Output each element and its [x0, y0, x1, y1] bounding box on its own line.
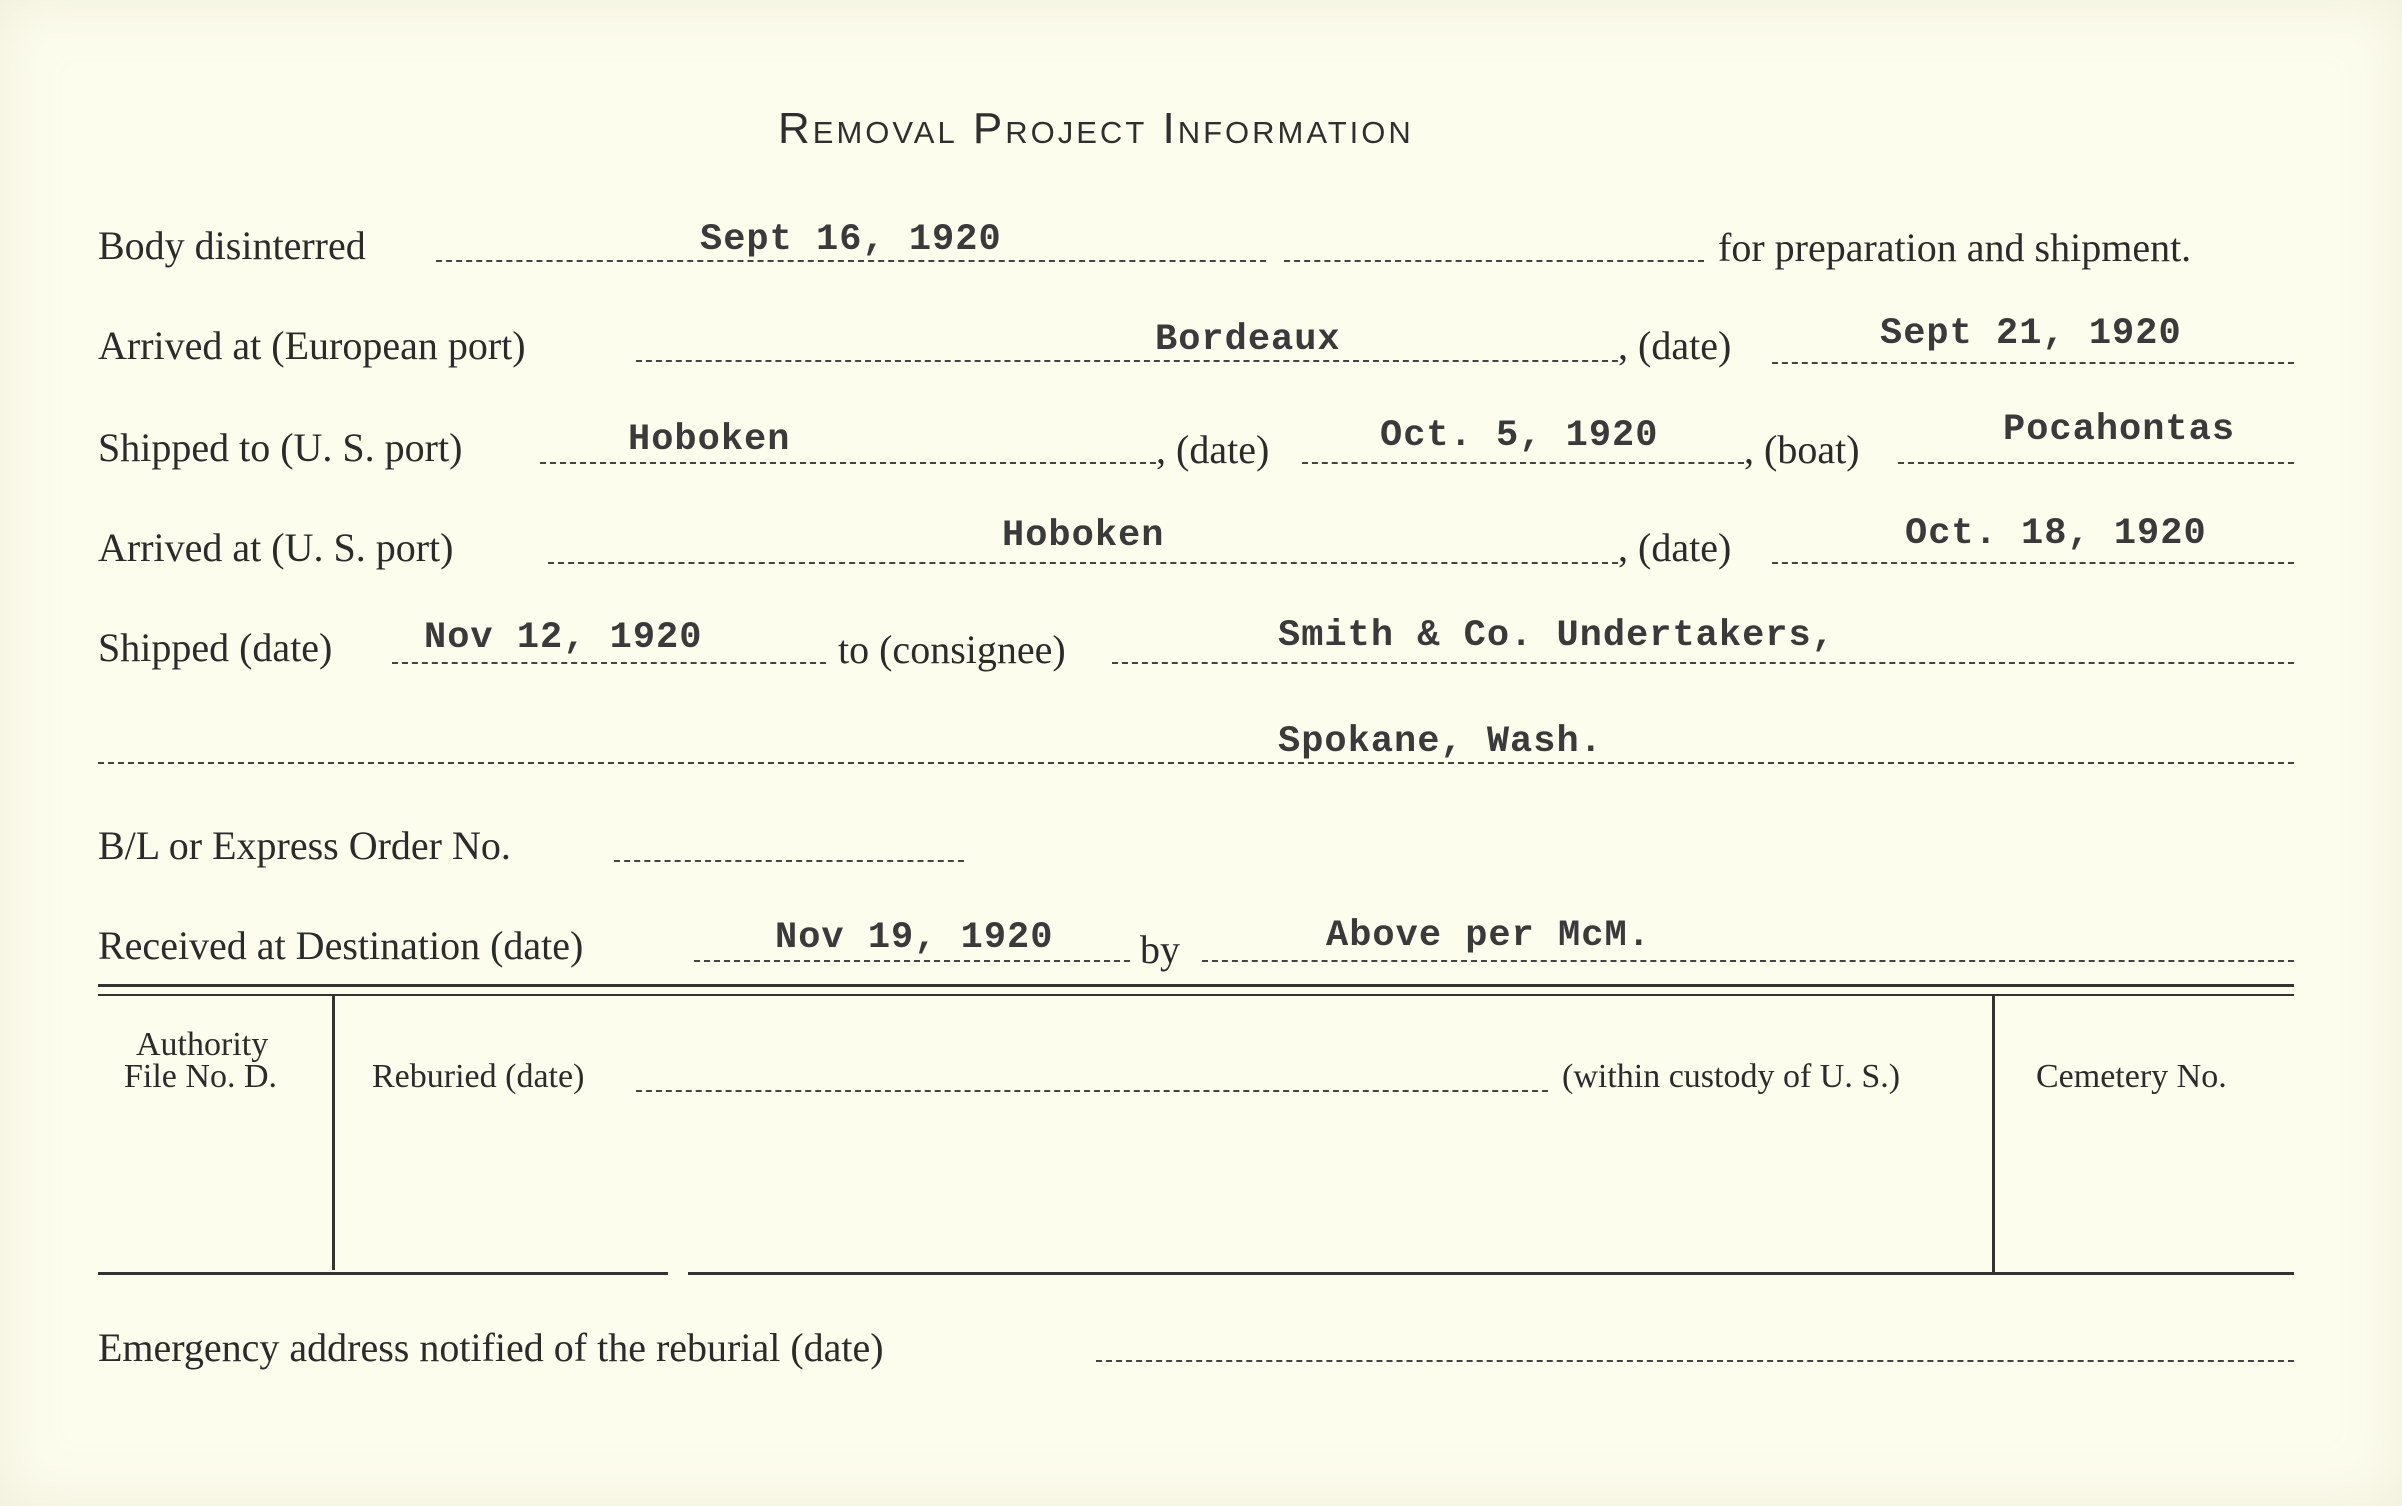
cemetery-label: Cemetery No. — [2036, 1058, 2227, 1095]
reburied-line — [636, 1090, 1548, 1092]
shipped-us-port-date-label: , (date) — [1156, 427, 1270, 472]
shipped-us-port-date[interactable]: Oct. 5, 1920 — [1380, 415, 1659, 457]
european-port-date-label: , (date) — [1618, 323, 1732, 368]
received-by-line — [1202, 960, 2294, 962]
consignee-line-2[interactable]: Spokane, Wash. — [1278, 721, 1603, 763]
consignee-line-continued — [98, 762, 2294, 764]
shipped-date[interactable]: Nov 12, 1920 — [424, 617, 703, 659]
european-port-line — [636, 360, 1618, 362]
body-disinterred-line-2 — [1284, 260, 1704, 262]
european-port-date-line — [1772, 362, 2294, 364]
emergency-line — [1096, 1360, 2294, 1362]
bl-order-label: B/L or Express Order No. — [98, 823, 511, 868]
body-disinterred-suffix: for preparation and shipment. — [1718, 225, 2192, 270]
consignee-line — [1112, 662, 2294, 664]
box-top-rule-2 — [98, 994, 2294, 996]
received-by-label: by — [1140, 927, 1180, 972]
consignee-line-1[interactable]: Smith & Co. Undertakers, — [1278, 615, 1835, 657]
received-by[interactable]: Above per McM. — [1326, 915, 1651, 957]
shipped-us-port-label: Shipped to (U. S. port) — [98, 425, 463, 470]
european-port-date[interactable]: Sept 21, 1920 — [1880, 313, 2182, 355]
shipped-us-port-line — [540, 462, 1156, 464]
received-date-line — [694, 960, 1130, 962]
file-no-label: File No. D. — [124, 1058, 277, 1095]
shipped-boat-line — [1898, 462, 2294, 464]
shipped-us-port-date-line — [1302, 462, 1744, 464]
arrived-us-port-line — [548, 562, 1618, 564]
body-disinterred-value[interactable]: Sept 16, 1920 — [700, 219, 1002, 261]
reburied-label: Reburied (date) — [372, 1058, 585, 1095]
shipped-date-label: Shipped (date) — [98, 625, 333, 670]
bl-order-line — [614, 860, 964, 862]
shipped-us-port-value[interactable]: Hoboken — [628, 419, 791, 461]
european-port-label: Arrived at (European port) — [98, 323, 526, 368]
box-bottom-rule-right — [688, 1272, 2294, 1275]
arrived-us-port-date-line — [1772, 562, 2294, 564]
received-date[interactable]: Nov 19, 1920 — [775, 917, 1054, 959]
box-top-rule — [98, 984, 2294, 987]
arrived-us-port-date[interactable]: Oct. 18, 1920 — [1905, 513, 2207, 555]
consignee-label: to (consignee) — [838, 627, 1066, 672]
european-port-value[interactable]: Bordeaux — [1155, 319, 1341, 361]
page-title: Removal Project Information — [778, 104, 1414, 153]
authority-label: Authority — [136, 1026, 269, 1063]
arrived-us-port-date-label: , (date) — [1618, 525, 1732, 570]
shipped-boat-label: , (boat) — [1744, 427, 1860, 472]
box-bottom-rule-left — [98, 1272, 668, 1275]
box-divider-left — [332, 996, 335, 1270]
body-disinterred-label: Body disinterred — [98, 223, 366, 268]
shipped-boat[interactable]: Pocahontas — [2003, 409, 2236, 451]
emergency-label: Emergency address notified of the reburial (date) — [98, 1325, 884, 1370]
shipped-date-line — [392, 662, 826, 664]
arrived-us-port-value[interactable]: Hoboken — [1002, 515, 1165, 557]
received-label: Received at Destination (date) — [98, 923, 584, 968]
box-divider-right — [1992, 996, 1995, 1274]
arrived-us-port-label: Arrived at (U. S. port) — [98, 525, 454, 570]
custody-label: (within custody of U. S.) — [1562, 1058, 1901, 1095]
